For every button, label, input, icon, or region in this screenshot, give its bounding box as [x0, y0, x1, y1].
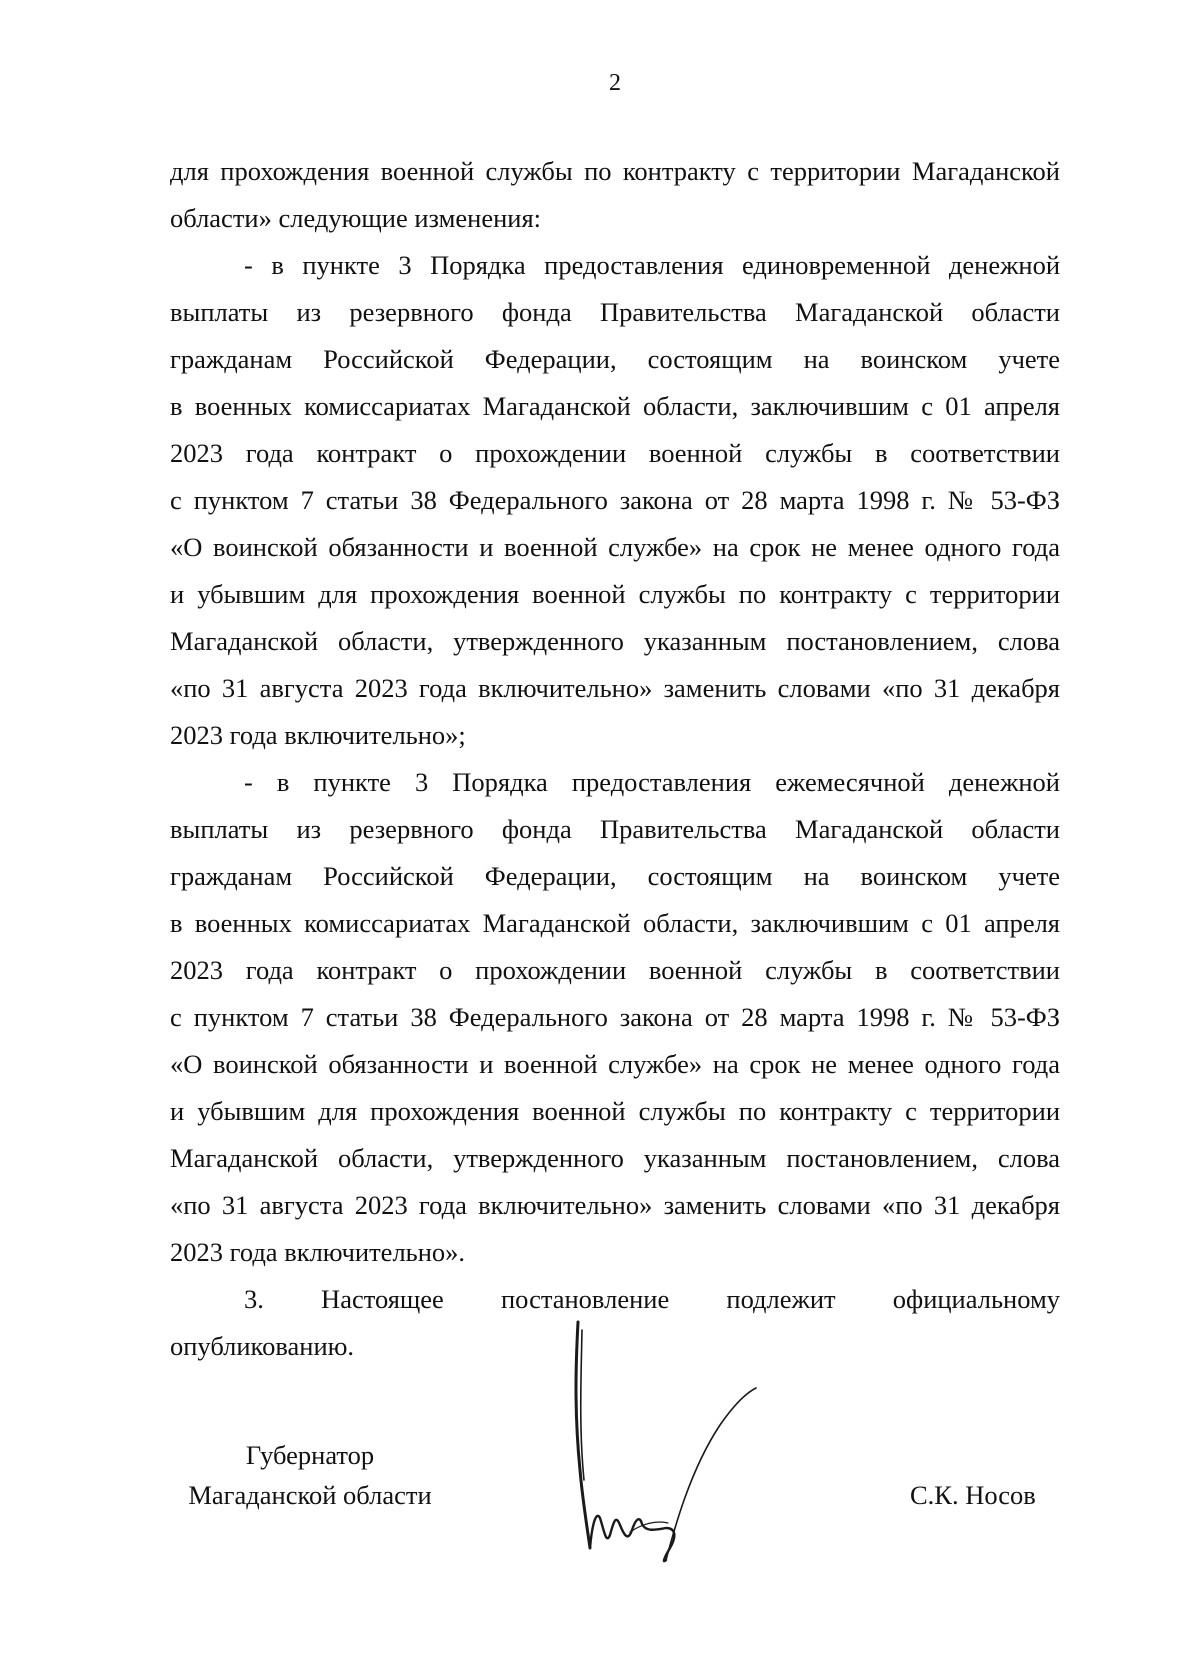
text-line: выплаты из резервного фонда Правительства Магаданской области	[170, 814, 1060, 844]
page-number: 2	[609, 70, 621, 96]
text-line: 3. Настоящее постановление подлежит официальному	[244, 1284, 1060, 1314]
text-line: - в пункте 3 Порядка предоставления единовременной денежной	[244, 250, 1060, 280]
text-line: «О воинской обязанности и военной службе» на срок не менее одного года	[170, 1049, 1060, 1079]
text-line: с пунктом 7 статьи 38 Федерального закона от 28 марта 1998 г. № 53-ФЗ	[170, 485, 1060, 515]
text-line: области» следующие изменения:	[170, 203, 542, 233]
text-line: для прохождения военной службы по контракту с территории Магаданской	[170, 156, 1060, 186]
text-line: гражданам Российской Федерации, состоящим на воинском учете	[170, 861, 1060, 891]
text-line: опубликованию.	[170, 1331, 355, 1361]
text-line: Магаданской области, утвержденного указанным постановлением, слова	[170, 1143, 1060, 1173]
text-line: - в пункте 3 Порядка предоставления ежемесячной денежной	[244, 767, 1060, 797]
text-line: и убывшим для прохождения военной службы по контракту с территории	[170, 1096, 1060, 1126]
signatory-position	[180, 1435, 440, 1515]
text-line: «по 31 августа 2023 года включительно» заменить словами «по 31 декабря	[170, 1190, 1060, 1220]
amendment-item-2	[170, 759, 1060, 1276]
text-line: Магаданской области, утвержденного указанным постановлением, слова	[170, 626, 1060, 656]
text-line: гражданам Российской Федерации, состоящим на воинском учете	[170, 344, 1060, 374]
text-line: «О воинской обязанности и военной службе» на срок не менее одного года	[170, 532, 1060, 562]
signatory-title-line: Магаданской области	[188, 1480, 432, 1510]
intro-paragraph	[170, 148, 1060, 242]
text-line: 2023 года включительно».	[170, 1237, 466, 1267]
text-line: 2023 года контракт о прохождении военной службы в соответствии	[170, 438, 1060, 468]
text-line: 2023 года контракт о прохождении военной службы в соответствии	[170, 955, 1060, 985]
signatory-name: С.К. Носов	[910, 1480, 1036, 1510]
text-line: в военных комиссариатах Магаданской области, заключившим с 01 апреля	[170, 391, 1060, 421]
amendment-item-1	[170, 242, 1060, 759]
text-line: «по 31 августа 2023 года включительно» заменить словами «по 31 декабря	[170, 673, 1060, 703]
signatory-title-line: Губернатор	[245, 1440, 375, 1470]
text-line: с пунктом 7 статьи 38 Федерального закона от 28 марта 1998 г. № 53-ФЗ	[170, 1002, 1060, 1032]
text-line: и убывшим для прохождения военной службы по контракту с территории	[170, 579, 1060, 609]
text-line: выплаты из резервного фонда Правительства Магаданской области	[170, 297, 1060, 327]
text-line: в военных комиссариатах Магаданской области, заключившим с 01 апреля	[170, 908, 1060, 938]
handwritten-signature	[570, 1320, 790, 1570]
text-line: 2023 года включительно»;	[170, 720, 466, 750]
document-body	[170, 148, 1060, 1370]
